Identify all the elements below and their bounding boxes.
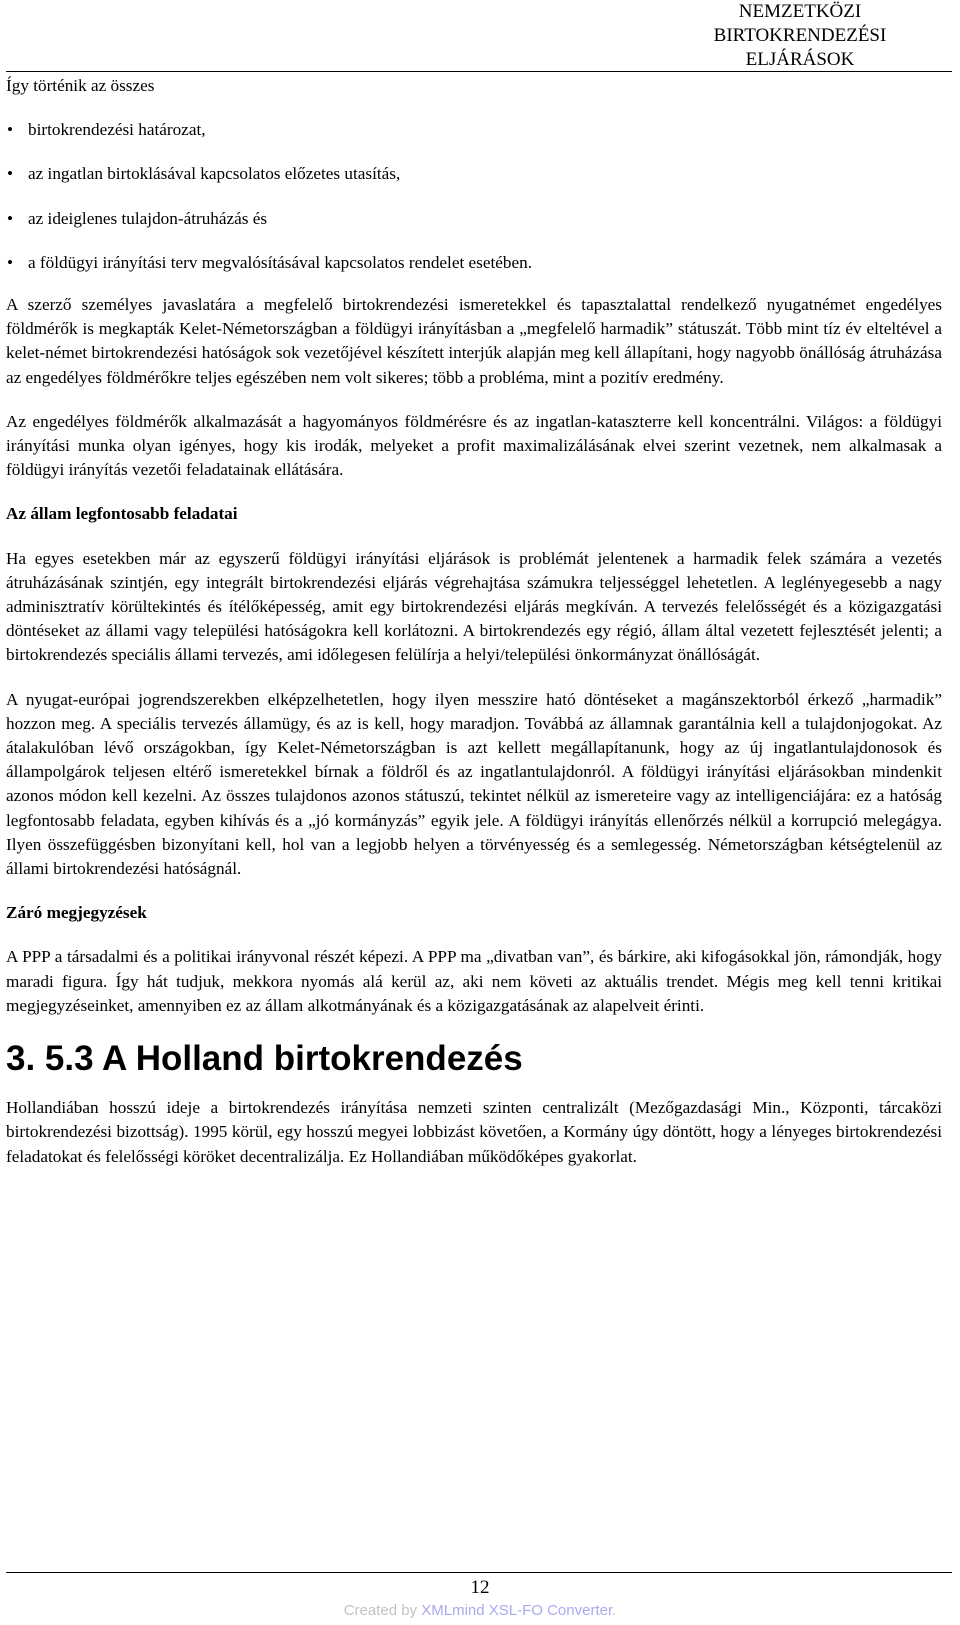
list-item	[6, 162, 942, 186]
header-line-1: NEMZETKÖZI	[738, 1, 862, 22]
page-body	[6, 74, 942, 1189]
section-heading: Záró megjegyzések	[6, 903, 147, 923]
footer-rule	[6, 1572, 952, 1573]
bullet-list	[6, 118, 942, 275]
list-item-text: az ideiglenes tulajdon-átruházás és	[28, 208, 268, 228]
list-item	[6, 251, 942, 275]
bullet-icon: •	[7, 120, 14, 140]
paragraph: A nyugat-európai jogrendszerekben elképzelhetetlen, hogy ilyen messzire ható döntéseket a magánszektorból érkező „harmadik” hozzon meg. A speciális tervezés államügy, és az is kell, hogy maradjon. Továbbá az államnak garantálnia kell a tulajdonjogokat. Az átalakulóban lévő országokban, így Kelet-Németországban is azt kellett megállapítanunk, hogy az új ingatlantulajdonosok és állampolgárok teljesen eltérő ismeretekkel bírnak a földről és az ingatlantulajdonról. A földügyi irányítási eljárásokban mindenkit azonos módon kell kezelni. Az összes tulajdonos azonos státuszú, tekintet nélkül az ismereteire vagy az intelligenciájára: ez a hatóság legfontosabb feladata, egyben kihívás és a „jó kormányzás” egyik jele. A földügyi irányítás ellenőrzés nélkül a korrupció melegágya. Ilyen összefüggésben bizonyítani kell, hol van a legjobb helyen a törvényesség és a semlegesség. Németországban kétségtelenül az állami birtokrendezési hatóságnál.	[6, 689, 942, 879]
header-rule	[6, 71, 952, 72]
section-heading: Az állam legfontosabb feladatai	[6, 504, 238, 524]
list-item-text: a földügyi irányítási terv megvalósításával kapcsolatos rendelet esetében.	[28, 252, 532, 272]
paragraph: A szerző személyes javaslatára a megfelelő birtokrendezési ismeretekkel és tapasztalattal rendelkező nyugatnémet engedélyes földmérők is megkapták Kelet-Németországban a földügyi irányításban a „megfelelő harmadik” státuszát. Több mint tíz év elteltével a kelet-német birtokrendezési hatóságok sok vezetőjével készített interjúk alapján meg kell állapítani, hogy nagyobb önállóság átruházása az engedélyes földmérőkre teljes egészében nem volt sikeres; több a probléma, mint a pozitív eredmény.	[6, 295, 942, 387]
list-item	[6, 207, 942, 231]
footer-credit	[0, 1601, 960, 1621]
credit-suffix: .	[612, 1602, 617, 1619]
paragraph: Az engedélyes földmérők alkalmazását a hagyományos földmérésre és az ingatlan-kataszterre kell koncentrálni. Világos: a földügyi irányítási munka olyan igényes, hogy kis irodák, melyeket a profit maximalizálásának elvei szerint vezetnek, nem alkalmasak a földügyi irányítás vezetői feladatainak ellátására.	[6, 411, 942, 480]
header-line-3: ELJÁRÁSOK	[745, 49, 855, 70]
running-header	[670, 0, 930, 72]
intro-text: Így történik az összes	[6, 76, 155, 95]
paragraph: A PPP a társadalmi és a politikai irányvonal részét képezi. A PPP ma „divatban van”, és bárkire, aki kifogásokkal jön, rámondják, hogy maradi figura. Így hát tudjuk, mekkora nyomás alá kerül az, aki nem követi az aktuális trendet. Mégis meg kell tenni kritikai megjegyzéseinket, amennyiben ez az állam alkotmányának és a közigazgatásának az alapelveit érinti.	[6, 947, 942, 1015]
chapter-heading: 3. 5.3 A Holland birtokrendezés	[6, 1039, 523, 1079]
bullet-icon: •	[7, 252, 14, 272]
header-line-2: BIRTOKRENDEZÉSI	[713, 25, 887, 46]
paragraph: Ha egyes esetekben már az egyszerű földügyi irányítási eljárások is problémát jelentenek a harmadik felek számára a vezetés átruházásának szintjén, egy integrált birtokrendezési eljárás végrehajtása számukra teljességgel lehetetlen. A leglényegesebb a nagy adminisztratív körültekintés és ítélőképesség, amit egy birtokrendezési eljárás megkíván. A tervezés felelősségét és a közigazgatási döntéseket az állami vagy települési hatóságokra kell korlátozni. A birtokrendezés egy régió, állam által vezetett fejlesztését jelenti; a birtokrendezés speciális állami tervezés, ami időlegesen felülírja a helyi/települési önkormányzat önállóságát.	[6, 548, 942, 665]
paragraph: Hollandiában hosszú ideje a birtokrendezés irányítása nemzeti szinten centralizált (Mezőgazdasági Min., Központi, tárcaközi birtokrendezési bizottság). 1995 körül, egy hosszú megyei lobbizást követően, a Kormány úgy döntött, hogy a lényeges birtokrendezési feladatokat és felelősségi köröket decentralizálja. Ez Hollandiában működőképes gyakorlat.	[6, 1098, 942, 1166]
list-item	[6, 118, 942, 142]
list-item-text: birtokrendezési határozat,	[28, 120, 206, 140]
bullet-icon: •	[7, 164, 14, 184]
credit-prefix: Created by	[343, 1602, 422, 1619]
list-item-text: az ingatlan birtoklásával kapcsolatos előzetes utasítás,	[28, 164, 401, 184]
page-number: 12	[470, 1577, 490, 1598]
bullet-icon: •	[7, 208, 14, 228]
credit-brand-link[interactable]: XMLmind XSL-FO Converter	[421, 1602, 613, 1619]
